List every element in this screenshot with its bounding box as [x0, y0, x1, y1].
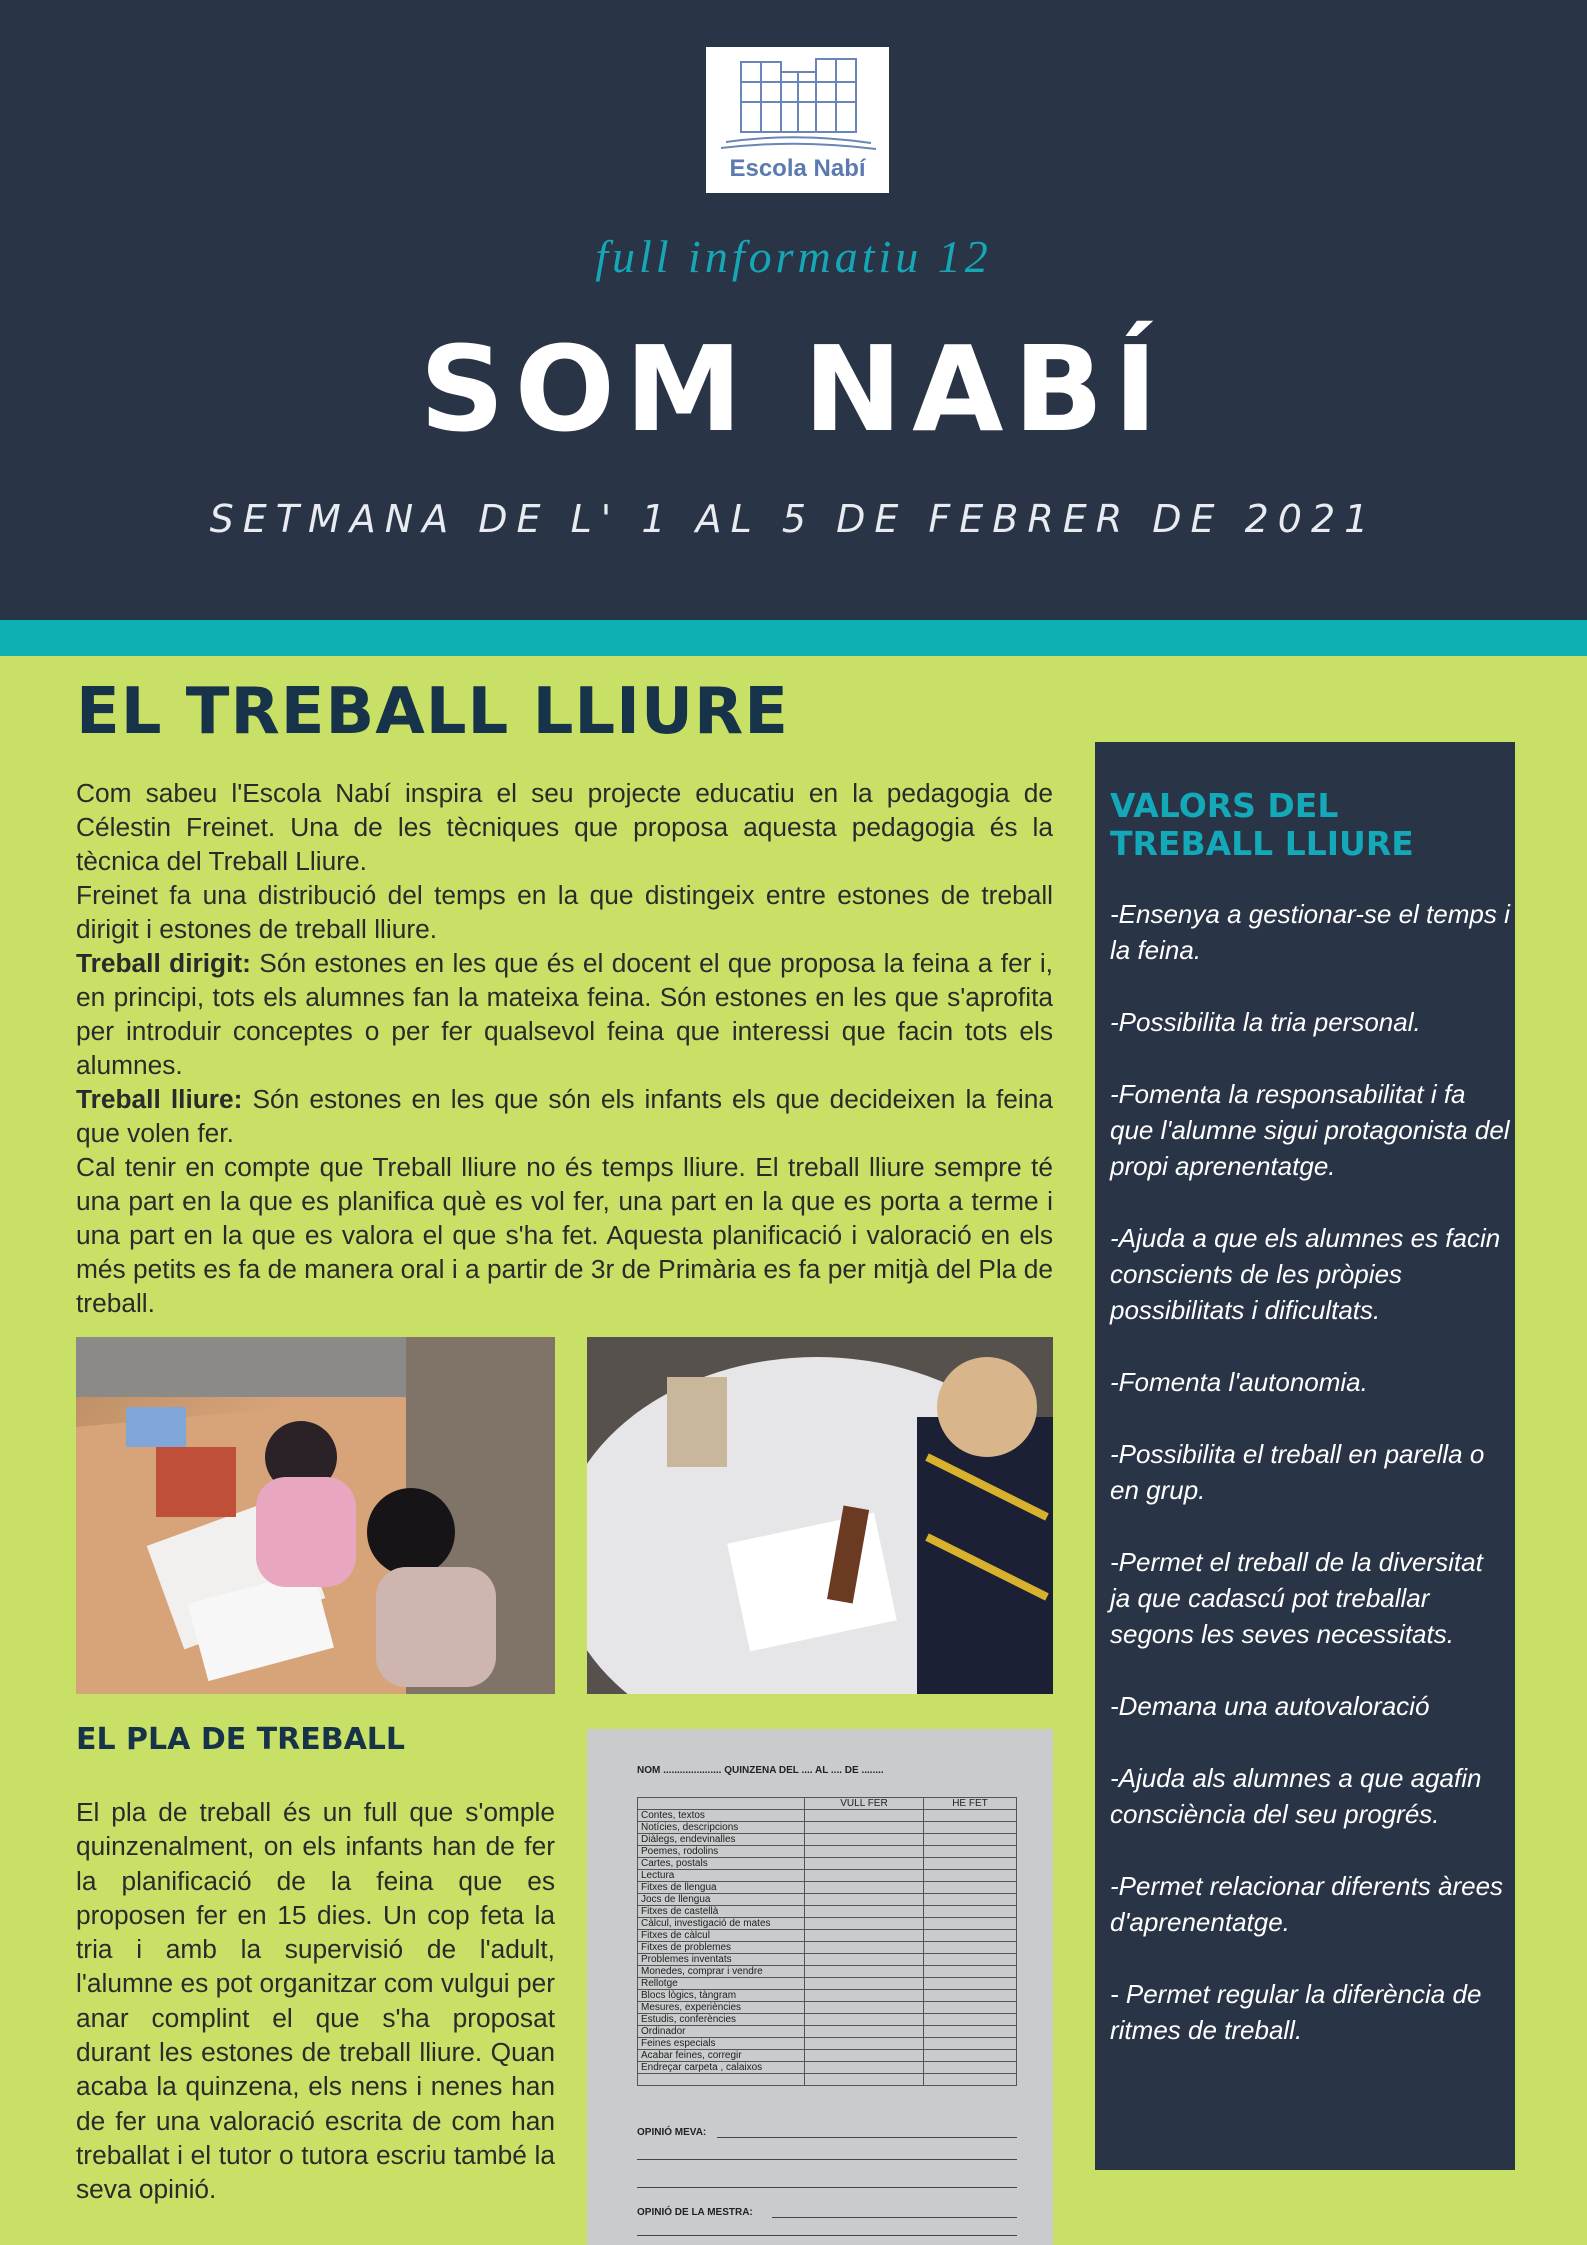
list-item: -Ensenya a gestionar-se el temps i la feina. — [1110, 899, 1510, 965]
activity-cell: Feines especials — [638, 2038, 805, 2050]
vull-fer-cell — [805, 2038, 924, 2050]
article-paragraph: Treball dirigit: Són estones en les que és el docent el que proposa la feina a fer i, en principi, tots els alumnes fan la mateixa feina. Són estones en les que s'aprofita per introduir conceptes o per fer qualsevol feina que interessi que facin tots els alumnes. — [76, 948, 1053, 1080]
table-row — [638, 1954, 1017, 1966]
he-fet-cell — [923, 1954, 1016, 1966]
table-row — [638, 1858, 1017, 1870]
activity-cell: Fitxes de llengua — [638, 1882, 805, 1894]
vull-fer-cell — [805, 1858, 924, 1870]
table-row — [638, 1918, 1017, 1930]
list-item: -Ajuda als alumnes a que agafin consciència del seu progrés. — [1110, 1763, 1482, 1829]
article-paragraph: Cal tenir en compte que Treball lliure no és temps lliure. El treball lliure sempre té una part en la que es planifica què es vol fer, una part en la que es porta a terme i una part en la que es valora el que s'ha fet. Aquesta planificació i valoració en els més petits es fa de manera oral i a partir de 3r de Primària es fa per mitjà del Pla de treball. — [76, 1152, 1053, 1318]
activity-cell: Diàlegs, endevinalles — [638, 1834, 805, 1846]
activity-cell: Estudis, conferències — [638, 2014, 805, 2026]
classroom-photo — [76, 1337, 555, 1694]
teal-divider — [0, 620, 1587, 656]
vull-fer-cell — [805, 2002, 924, 2014]
table-row — [638, 1894, 1017, 1906]
activity-cell: Càlcul, investigació de mates — [638, 1918, 805, 1930]
vull-fer-cell — [805, 1810, 924, 1822]
table-row — [638, 2062, 1017, 2074]
he-fet-cell — [923, 1822, 1016, 1834]
activity-cell: Rellotge — [638, 1978, 805, 1990]
activity-cell: Cartes, postals — [638, 1858, 805, 1870]
writing-line — [717, 2137, 1017, 2138]
vull-fer-cell — [805, 1882, 924, 1894]
table-row — [638, 1798, 1017, 1810]
list-item: -Permet relacionar diferents àrees d'aprenentatge. — [1110, 1871, 1504, 1937]
vull-fer-cell — [805, 1918, 924, 1930]
activity-cell: Jocs de llengua — [638, 1894, 805, 1906]
values-sidebar — [1095, 742, 1515, 2170]
activity-cell: Blocs lògics, tàngram — [638, 1990, 805, 2002]
worksheet-header: NOM ..................... QUINZENA DEL .... AL .... DE ........ — [637, 1765, 884, 1776]
article-paragraph: Com sabeu l'Escola Nabí inspira el seu projecte educatiu en la pedagogia de Célestin Freinet. Una de les tècniques que proposa aquesta pedagogia és la tècnica del Treball Lliure. — [76, 778, 1053, 876]
he-fet-cell — [923, 1882, 1016, 1894]
article-heading: EL TREBALL LLIURE — [76, 675, 789, 749]
activity-cell: Contes, textos — [638, 1810, 805, 1822]
week-dateline: SETMANA DE L' 1 AL 5 DE FEBRER DE 2021 — [209, 497, 1378, 541]
he-fet-cell — [923, 1906, 1016, 1918]
column-header: VULL FER — [805, 1798, 924, 1810]
table-row — [638, 1810, 1017, 1822]
activity-cell: Monedes, comprar i vendre — [638, 1966, 805, 1978]
he-fet-cell — [923, 2014, 1016, 2026]
writing-line — [637, 2235, 1017, 2236]
pla-body: El pla de treball és un full que s'omple quinzenalment, on els infants han de fer la planificació de la feina que es proposen fer en 15 dies. Un cop feta la tria i amb la supervisió de l'adult, l'alumne es pot organitzar com vulgui per anar complint el que s'ha proposat durant les estones de treball lliure. Quan acaba la quinzena, els nens i nenes han de fer una valoració escrita de com han treballat i el tutor o tutora escriu també la seva opinió. — [76, 1797, 555, 2205]
table-row — [638, 1978, 1017, 1990]
vull-fer-cell — [805, 1822, 924, 1834]
vull-fer-cell — [805, 1990, 924, 2002]
vull-fer-cell — [805, 1966, 924, 1978]
vull-fer-cell — [805, 2050, 924, 2062]
activity-cell: Ordinador — [638, 2026, 805, 2038]
table-row — [638, 2038, 1017, 2050]
list-item: -Ajuda a que els alumnes es facin conscients de les pròpies possibilitats i dificultats. — [1110, 1223, 1501, 1325]
list-item: -Possibilita el treball en parella o en grup. — [1110, 1439, 1485, 1505]
he-fet-cell — [923, 2026, 1016, 2038]
list-item: -Fomenta l'autonomia. — [1110, 1367, 1368, 1397]
table-row — [638, 2026, 1017, 2038]
newsletter-subtitle: full informatiu 12 — [595, 231, 992, 282]
he-fet-cell — [923, 1930, 1016, 1942]
activity-cell: Fitxes de castellà — [638, 1906, 805, 1918]
school-logo — [706, 47, 889, 193]
he-fet-cell — [923, 2038, 1016, 2050]
list-item: -Possibilita la tria personal. — [1110, 1007, 1421, 1037]
page-title: SOM NABÍ — [419, 320, 1168, 458]
list-item: -Permet el treball de la diversitat ja que cadascú pot treballar segons les seves necessitats. — [1110, 1547, 1483, 1649]
he-fet-cell — [923, 1810, 1016, 1822]
writing-line — [637, 2187, 1017, 2188]
vull-fer-cell — [805, 1846, 924, 1858]
vull-fer-cell — [805, 2062, 924, 2074]
he-fet-cell — [923, 1966, 1016, 1978]
vull-fer-cell — [805, 1942, 924, 1954]
table-row — [638, 1870, 1017, 1882]
child-drawing-photo — [587, 1337, 1053, 1694]
article-body — [76, 776, 1053, 1320]
vull-fer-cell — [805, 1906, 924, 1918]
he-fet-cell — [923, 1870, 1016, 1882]
table-row — [638, 2014, 1017, 2026]
table-row — [638, 1846, 1017, 1858]
activity-cell: Problemes inventats — [638, 1954, 805, 1966]
he-fet-cell — [923, 1918, 1016, 1930]
vull-fer-cell — [805, 1834, 924, 1846]
activity-cell: Fitxes de problemes — [638, 1942, 805, 1954]
opinio-meva-label: OPINIÓ MEVA: — [637, 2127, 707, 2138]
table-row — [638, 1834, 1017, 1846]
he-fet-cell — [923, 2050, 1016, 2062]
he-fet-cell — [923, 1858, 1016, 1870]
vull-fer-cell — [805, 1870, 924, 1882]
sidebar-heading: VALORS DEL TREBALL LLIURE — [1110, 786, 1414, 863]
list-item: -Fomenta la responsabilitat i fa que l'alumne sigui protagonista del propi aprenentatge. — [1110, 1079, 1510, 1181]
activity-cell: Poemes, rodolins — [638, 1846, 805, 1858]
he-fet-cell — [923, 1834, 1016, 1846]
writing-line — [772, 2217, 1017, 2218]
vull-fer-cell — [805, 1978, 924, 1990]
values-list — [1110, 896, 1510, 2084]
table-row — [638, 1930, 1017, 1942]
logo-text: Escola Nabí — [729, 155, 866, 182]
article-paragraph: Treball lliure: Són estones en les que són els infants els que decideixen la feina que volen fer. — [76, 1084, 1053, 1148]
worksheet-table — [637, 1797, 1017, 2086]
table-row — [638, 1906, 1017, 1918]
vull-fer-cell — [805, 1930, 924, 1942]
he-fet-cell — [923, 2062, 1016, 2074]
table-row — [638, 1990, 1017, 2002]
pla-heading: EL PLA DE TREBALL — [76, 1722, 406, 1757]
list-item: -Demana una autovaloració — [1110, 1691, 1430, 1721]
activity-cell: Lectura — [638, 1870, 805, 1882]
he-fet-cell — [923, 1978, 1016, 1990]
vull-fer-cell — [805, 1894, 924, 1906]
he-fet-cell — [923, 1990, 1016, 2002]
header — [0, 0, 1587, 620]
he-fet-cell — [923, 1894, 1016, 1906]
worksheet-photo — [587, 1729, 1053, 2245]
bold-term: Treball dirigit: — [76, 948, 251, 978]
he-fet-cell — [923, 1846, 1016, 1858]
he-fet-cell — [923, 2002, 1016, 2014]
table-row — [638, 1882, 1017, 1894]
vull-fer-cell — [805, 2026, 924, 2038]
table-row — [638, 1942, 1017, 1954]
article-paragraph: Freinet fa una distribució del temps en la que distingeix entre estones de treball dirigit i estones de treball lliure. — [76, 880, 1053, 944]
activity-cell: Acabar feines, corregir — [638, 2050, 805, 2062]
vull-fer-cell — [805, 1954, 924, 1966]
list-item: - Permet regular la diferència de ritmes de treball. — [1110, 1979, 1482, 2045]
table-row — [638, 2002, 1017, 2014]
bold-term: Treball lliure: — [76, 1084, 243, 1114]
table-row — [638, 1966, 1017, 1978]
column-header: HE FET — [923, 1798, 1016, 1810]
he-fet-cell — [923, 1942, 1016, 1954]
vull-fer-cell — [805, 2014, 924, 2026]
table-row — [638, 2050, 1017, 2062]
activity-cell: Notícies, descripcions — [638, 1822, 805, 1834]
activity-cell: Fitxes de càlcul — [638, 1930, 805, 1942]
table-row — [638, 2074, 1017, 2086]
writing-line — [637, 2159, 1017, 2160]
table-row — [638, 1822, 1017, 1834]
activity-cell: Mesures, experiències — [638, 2002, 805, 2014]
activity-cell: Endreçar carpeta , calaixos — [638, 2062, 805, 2074]
opinio-mestra-label: OPINIÓ DE LA MESTRA: — [637, 2207, 753, 2218]
